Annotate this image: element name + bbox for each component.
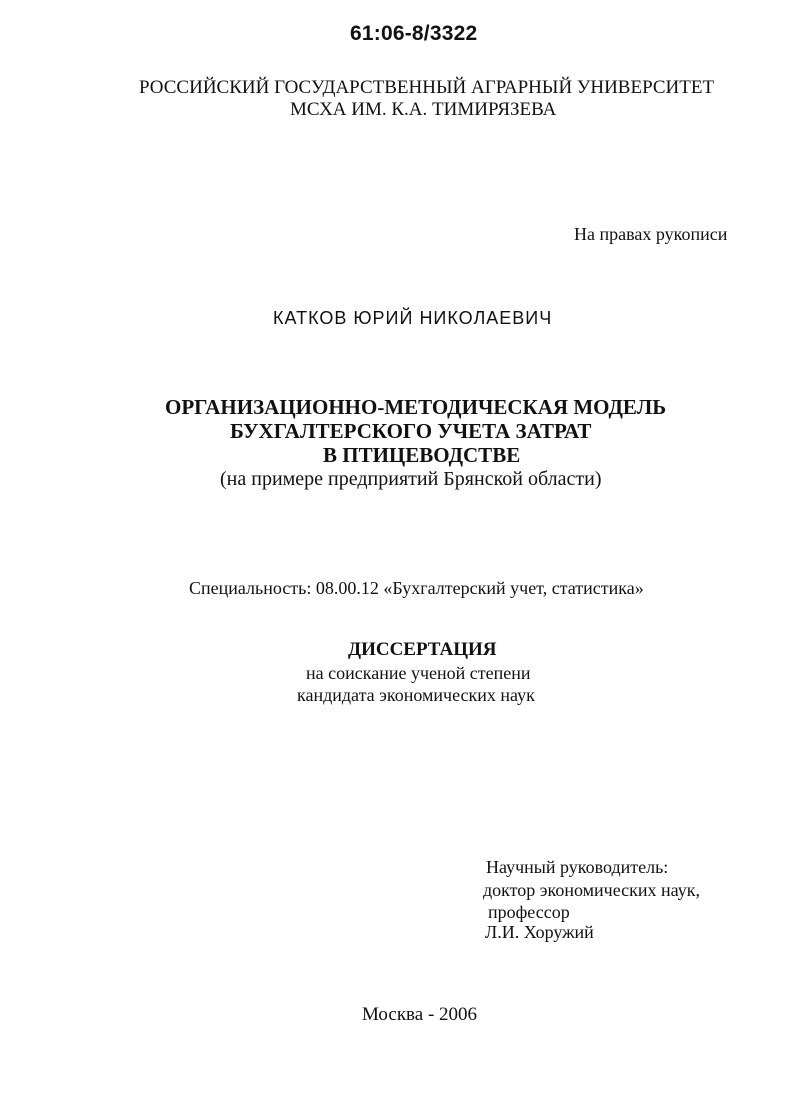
advisor-rank: профессор bbox=[488, 902, 570, 922]
thesis-title-line-3: В ПТИЦЕВОДСТВЕ bbox=[323, 443, 521, 467]
library-stamp-number: 61:06-8/3322 bbox=[350, 22, 478, 45]
advisor-name: Л.И. Хоружий bbox=[485, 922, 594, 942]
city-and-year: Москва - 2006 bbox=[362, 1004, 478, 1025]
advisor-label: Научный руководитель: bbox=[486, 857, 669, 877]
author-name: КАТКОВ ЮРИЙ НИКОЛАЕВИЧ bbox=[273, 308, 553, 328]
dissertation-degree-line-2: кандидата экономических наук bbox=[297, 685, 535, 705]
dissertation-degree-line-1: на соискание ученой степени bbox=[306, 663, 531, 683]
thesis-subtitle: (на примере предприятий Брянской области) bbox=[220, 468, 602, 490]
specialty-line: Специальность: 08.00.12 «Бухгалтерский учет, статистика» bbox=[189, 578, 644, 598]
dissertation-heading: ДИССЕРТАЦИЯ bbox=[348, 639, 497, 660]
university-name-line-1: РОССИЙСКИЙ ГОСУДАРСТВЕННЫЙ АГРАРНЫЙ УНИВЕРСИТЕТ bbox=[139, 77, 715, 98]
manuscript-rights-note: На правах рукописи bbox=[574, 224, 728, 244]
thesis-title-line-1: ОРГАНИЗАЦИОННО-МЕТОДИЧЕСКАЯ МОДЕЛЬ bbox=[165, 395, 667, 419]
thesis-title-line-2: БУХГАЛТЕРСКОГО УЧЕТА ЗАТРАТ bbox=[230, 419, 592, 443]
advisor-degree: доктор экономических наук, bbox=[483, 880, 700, 900]
university-name-line-2: МСХА ИМ. К.А. ТИМИРЯЗЕВА bbox=[290, 99, 557, 120]
